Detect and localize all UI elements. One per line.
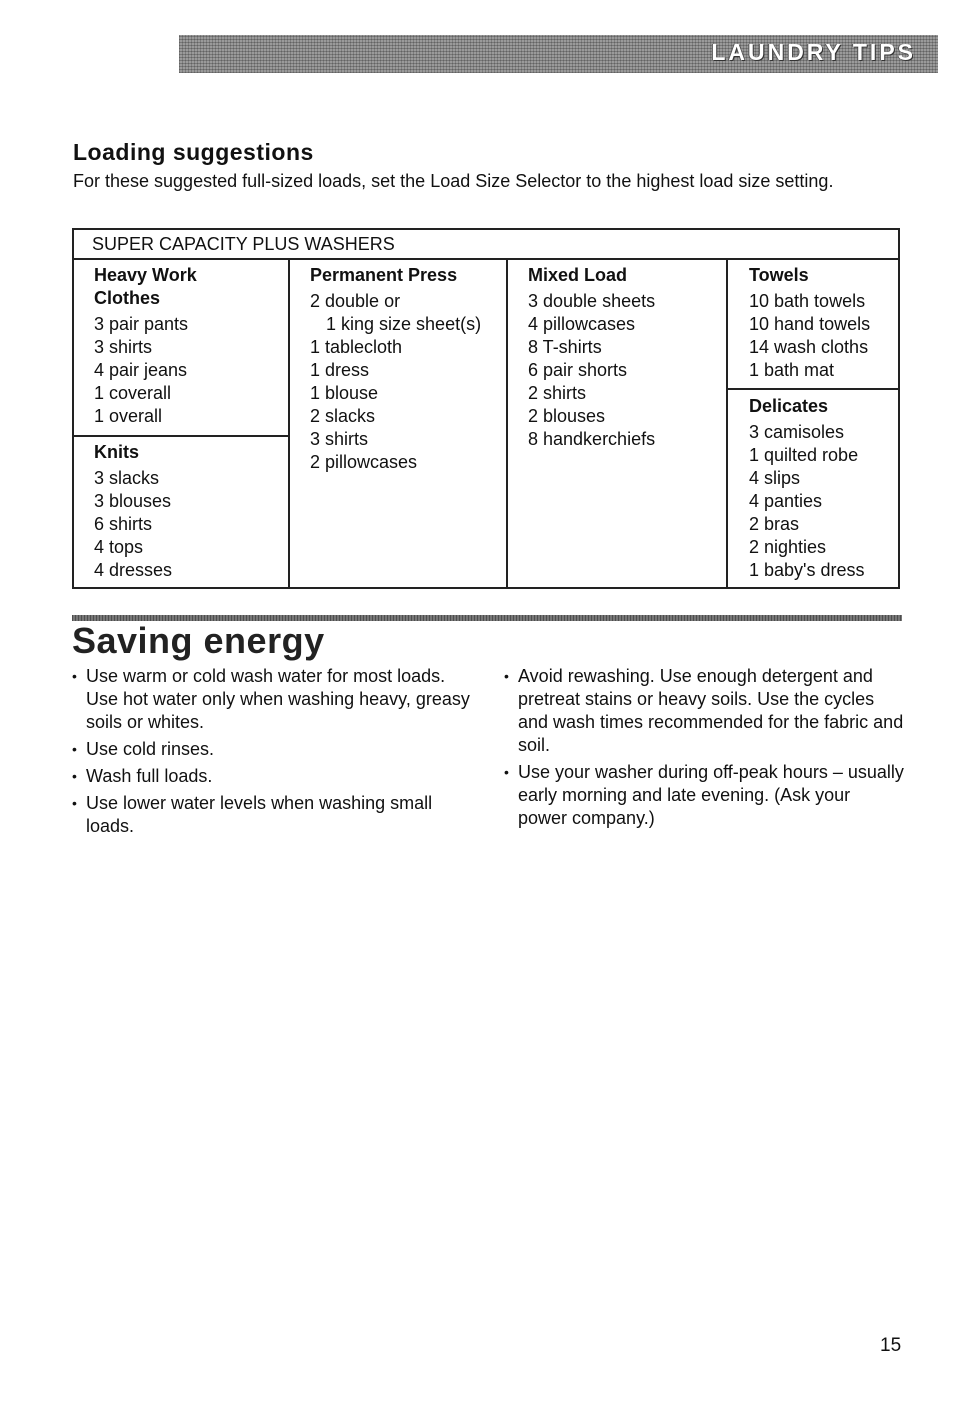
bullet-icon: • bbox=[504, 764, 509, 780]
delicates-list bbox=[749, 421, 898, 582]
list-item: 1 dress bbox=[310, 360, 370, 380]
list-item: 3 shirts bbox=[310, 429, 369, 449]
permanent-press-block bbox=[290, 260, 506, 474]
mixed-load-heading: Mixed Load bbox=[528, 265, 628, 285]
column-heavy-work-knits bbox=[74, 260, 290, 587]
list-item: 2 blouses bbox=[528, 406, 606, 426]
list-item: 1 coverall bbox=[94, 383, 172, 403]
list-item: 2 pillowcases bbox=[310, 452, 418, 472]
list-item bbox=[504, 761, 904, 830]
bullet-icon: • bbox=[72, 741, 77, 757]
loading-intro: For these suggested full-sized loads, set the Load Size Selector to the highest load size setting. bbox=[73, 171, 834, 191]
tip-text: Use cold rinses. bbox=[86, 739, 215, 759]
towels-heading: Towels bbox=[749, 265, 809, 285]
list-item: 14 wash cloths bbox=[749, 337, 869, 357]
list-item bbox=[72, 765, 472, 788]
tip-text: Use lower water levels when washing small loads. bbox=[86, 793, 433, 836]
delicates-heading: Delicates bbox=[749, 396, 829, 416]
list-item: 3 camisoles bbox=[749, 422, 845, 442]
list-item: 3 double sheets bbox=[528, 291, 656, 311]
bullet-icon: • bbox=[72, 795, 77, 811]
permanent-press-heading: Permanent Press bbox=[310, 265, 458, 285]
towels-block bbox=[728, 260, 898, 382]
bullet-icon: • bbox=[72, 768, 77, 784]
permanent-press-list bbox=[310, 290, 506, 474]
column-towels-delicates bbox=[728, 260, 898, 587]
list-item bbox=[72, 792, 472, 838]
list-item: 2 double or bbox=[310, 291, 401, 311]
towels-list bbox=[749, 290, 898, 382]
list-item: 1 baby's dress bbox=[749, 560, 865, 580]
list-item: 4 slips bbox=[749, 468, 801, 488]
energy-tips-left bbox=[72, 665, 472, 842]
header-label: LAUNDRY TIPS bbox=[711, 39, 916, 65]
list-item: 4 dresses bbox=[94, 560, 173, 580]
list-item: 6 shirts bbox=[94, 514, 153, 534]
list-item bbox=[504, 665, 904, 757]
heavy-work-heading: Heavy Work Clothes bbox=[94, 265, 197, 308]
list-item: 8 handkerchiefs bbox=[528, 429, 656, 449]
energy-tips-right bbox=[504, 665, 904, 834]
list-item: 2 slacks bbox=[310, 406, 376, 426]
delicates-block bbox=[728, 388, 898, 582]
list-item: 8 T-shirts bbox=[528, 337, 602, 357]
energy-heading: Saving energy bbox=[72, 620, 325, 661]
list-item: 3 blouses bbox=[94, 491, 172, 511]
list-item: 1 quilted robe bbox=[749, 445, 859, 465]
knits-block bbox=[74, 435, 288, 582]
list-item: 4 pair jeans bbox=[94, 360, 188, 380]
bullet-icon: • bbox=[504, 668, 509, 684]
knits-heading: Knits bbox=[94, 442, 139, 462]
mixed-load-list bbox=[528, 290, 726, 451]
tip-text: Use your washer during off-peak hours – usually early morning and late evening. (Ask your power company.) bbox=[518, 762, 904, 828]
tip-text: Wash full loads. bbox=[86, 766, 213, 786]
list-item: 10 hand towels bbox=[749, 314, 871, 334]
list-item: 1 king size sheet(s) bbox=[326, 314, 482, 334]
tip-text: Use warm or cold wash water for most loads. Use hot water only when washing heavy, greasy soils or whites. bbox=[86, 666, 470, 732]
page-number: 15 bbox=[880, 1335, 902, 1356]
list-item: 1 tablecloth bbox=[310, 337, 403, 357]
list-item: 10 bath towels bbox=[749, 291, 866, 311]
list-item bbox=[72, 738, 472, 761]
tip-text: Avoid rewashing. Use enough detergent and pretreat stains or heavy soils. Use the cycles and wash times recommended for the fabric and soil. bbox=[518, 666, 904, 755]
mixed-load-block bbox=[508, 260, 726, 451]
load-table bbox=[72, 228, 900, 589]
list-item: 2 shirts bbox=[528, 383, 587, 403]
list-item: 2 nighties bbox=[749, 537, 827, 557]
list-item: 1 overall bbox=[94, 406, 163, 426]
list-item: 3 pair pants bbox=[94, 314, 189, 334]
knits-list bbox=[94, 467, 288, 582]
header-bar bbox=[179, 35, 938, 73]
list-item: 3 slacks bbox=[94, 468, 160, 488]
column-mixed-load bbox=[508, 260, 728, 587]
list-item: 1 bath mat bbox=[749, 360, 835, 380]
list-item: 6 pair shorts bbox=[528, 360, 628, 380]
list-item: 2 bras bbox=[749, 514, 800, 534]
column-permanent-press bbox=[290, 260, 508, 587]
list-item: 4 panties bbox=[749, 491, 823, 511]
list-item: 3 shirts bbox=[94, 337, 153, 357]
list-item: 1 blouse bbox=[310, 383, 379, 403]
list-item: 4 tops bbox=[94, 537, 144, 557]
list-item bbox=[72, 665, 472, 734]
heavy-work-list bbox=[94, 313, 288, 428]
list-item: 4 pillowcases bbox=[528, 314, 636, 334]
table-title: SUPER CAPACITY PLUS WASHERS bbox=[74, 230, 898, 260]
bullet-icon: • bbox=[72, 668, 77, 684]
loading-heading: Loading suggestions bbox=[73, 139, 314, 165]
heavy-work-block bbox=[74, 260, 288, 428]
